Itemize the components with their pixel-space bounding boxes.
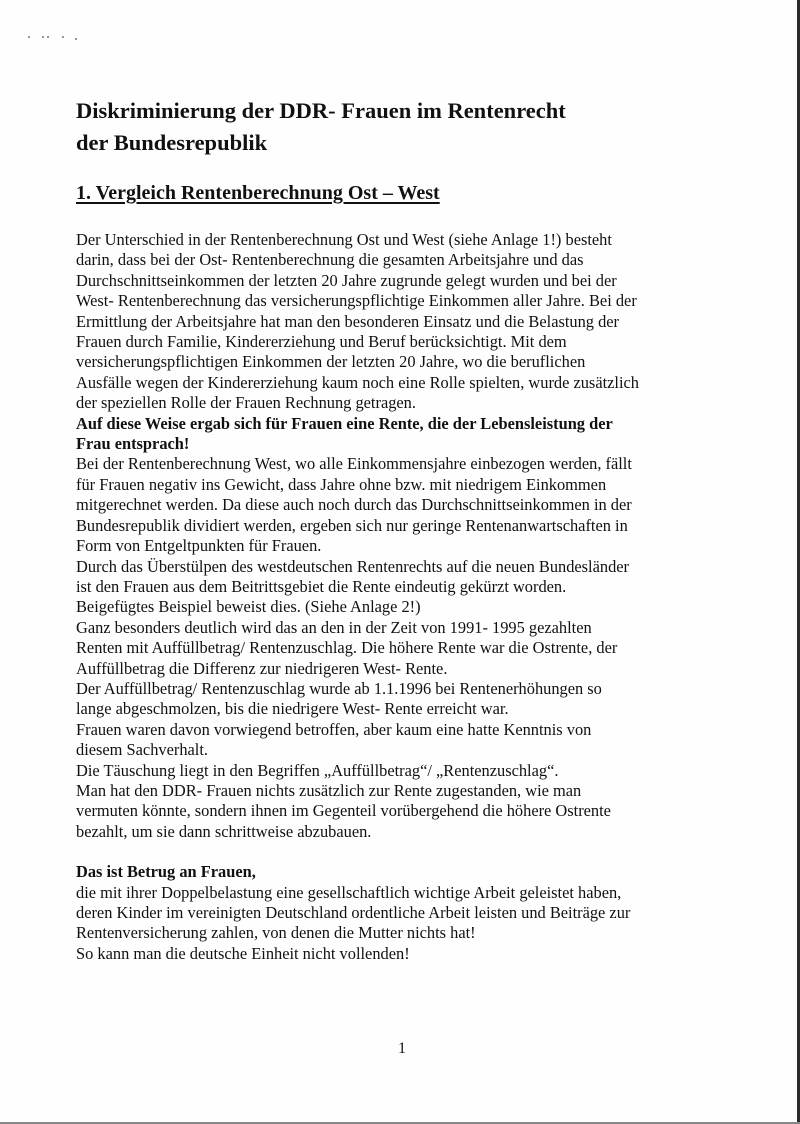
text-line: Auf diese Weise ergab sich für Frauen eine Rente, die der Lebensleistung der xyxy=(76,413,613,433)
text-line: Bei der Rentenberechnung West, wo alle Einkommensjahre einbezogen werden, fällt xyxy=(76,454,632,474)
text-line: die mit ihrer Doppelbelastung eine gesellschaftlich wichtige Arbeit geleistet haben, xyxy=(76,882,622,902)
document-body xyxy=(76,230,726,964)
text-line: diesem Sachverhalt. xyxy=(76,740,208,760)
text-line: Durch das Überstülpen des westdeutschen Rentenrechts auf die neuen Bundesländer xyxy=(76,556,630,576)
text-line: West- Rentenberechnung das versicherungspflichtige Einkommen aller Jahre. Bei der xyxy=(76,291,637,311)
text-line: Durchschnittseinkommen der letzten 20 Jahre zugrunde gelegt wurden und bei der xyxy=(76,270,617,290)
text-line: bezahlt, um sie dann schrittweise abzubauen. xyxy=(76,821,372,841)
text-line: Beigefügtes Beispiel beweist dies. (Siehe Anlage 2!) xyxy=(76,597,421,617)
paragraph-gap xyxy=(76,842,726,862)
text-line: Frauen waren davon vorwiegend betroffen, aber kaum eine hatte Kenntnis von xyxy=(76,719,592,739)
text-line: mitgerechnet werden. Da diese auch noch durch das Durchschnittseinkommen in der xyxy=(76,495,632,515)
section-heading: 1. Vergleich Rentenberechnung Ost – West xyxy=(76,182,440,204)
title-line: der Bundesrepublik xyxy=(76,130,268,155)
text-line: darin, dass bei der Ost- Rentenberechnung die gesamten Arbeitsjahre und das xyxy=(76,250,584,270)
text-line: Das ist Betrug an Frauen, xyxy=(76,862,256,882)
text-line: versicherungspflichtigen Einkommen der letzten 20 Jahre, wo die beruflichen xyxy=(76,352,586,372)
text-line: deren Kinder im vereinigten Deutschland ordentliche Arbeit leisten und Beiträge zur xyxy=(76,903,631,922)
text-line: lange abgeschmolzen, bis die niedrigere West- Rente erreicht war. xyxy=(76,699,509,719)
document-title xyxy=(76,95,716,159)
emphasis-statement-2 xyxy=(76,862,726,882)
text-line: Bundesrepublik dividiert werden, ergeben sich nur geringe Rentenanwartschaften in xyxy=(76,515,628,535)
text-line: vermuten könnte, sondern ihnen im Gegenteil vorübergehend die höhere Ostrente xyxy=(76,801,611,821)
text-line: ist den Frauen aus dem Beitrittsgebiet die Rente eindeutig gekürzt worden. xyxy=(76,576,567,596)
text-line: Rentenversicherung zahlen, von denen die Mutter nichts hat! xyxy=(76,923,476,943)
text-line: So kann man die deutsche Einheit nicht vollenden! xyxy=(76,943,410,963)
text-line: Ermittlung der Arbeitsjahre hat man den besonderen Einsatz und die Belastung der xyxy=(76,311,620,331)
text-line: Ganz besonders deutlich wird das an den in der Zeit von 1991- 1995 gezahlten xyxy=(76,617,592,637)
text-line: Form von Entgeltpunkten für Frauen. xyxy=(76,536,322,556)
text-line: Die Täuschung liegt in den Begriffen „Auffüllbetrag“/ „Rentenzuschlag“. xyxy=(76,760,559,780)
text-line: für Frauen negativ ins Gewicht, dass Jahre ohne bzw. mit niedrigem Einkommen xyxy=(76,474,607,494)
scan-artifact-marks xyxy=(28,34,88,42)
text-line: Man hat den DDR- Frauen nichts zusätzlich zur Rente zugestanden, wie man xyxy=(76,780,582,800)
text-line: Der Auffüllbetrag/ Rentenzuschlag wurde ab 1.1.1996 bei Rentenerhöhungen so xyxy=(76,678,602,698)
text-line: Der Unterschied in der Rentenberechnung Ost und West (siehe Anlage 1!) besteht xyxy=(76,230,612,249)
paragraph-3 xyxy=(76,883,726,965)
text-line: Frauen durch Familie, Kindererziehung und Beruf berücksichtigt. Mit dem xyxy=(76,332,567,352)
text-line: Frau entsprach! xyxy=(76,434,190,454)
paragraph-2 xyxy=(76,454,726,842)
paragraph-1 xyxy=(76,230,726,414)
page-number: 1 xyxy=(398,1040,406,1057)
text-line: Renten mit Auffüllbetrag/ Rentenzuschlag. Die höhere Rente war die Ostrente, der xyxy=(76,638,618,658)
emphasis-statement-1 xyxy=(76,414,726,455)
text-line: Auffüllbetrag die Differenz zur niedrigeren West- Rente. xyxy=(76,658,448,678)
text-line: Ausfälle wegen der Kindererziehung kaum noch eine Rolle spielten, wurde zusätzlich xyxy=(76,372,639,392)
text-line: der speziellen Rolle der Frauen Rechnung getragen. xyxy=(76,393,416,413)
title-line: Diskriminierung der DDR- Frauen im Rentenrecht xyxy=(76,98,566,123)
